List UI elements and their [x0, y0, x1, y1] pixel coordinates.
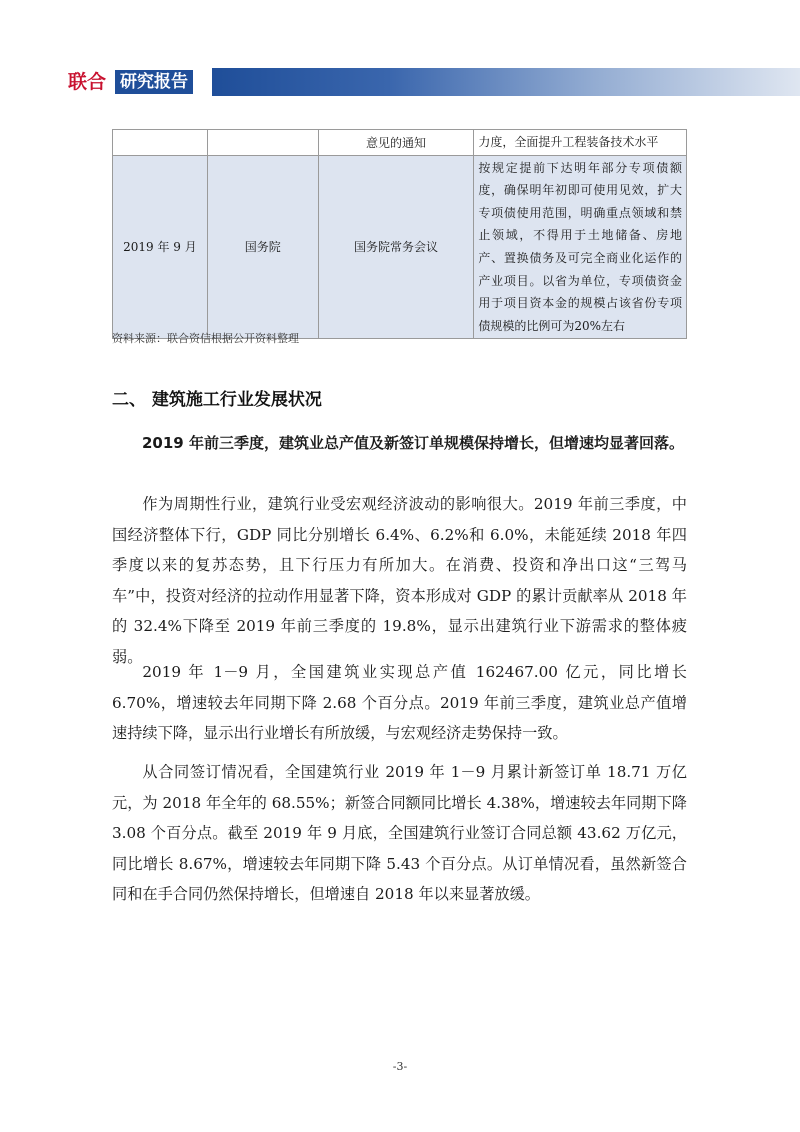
table-cell-document: 国务院常务会议 — [318, 155, 474, 339]
brand-name: 联合 — [68, 71, 107, 93]
policy-table — [112, 129, 687, 339]
table-cell-content: 按规定提前下达明年部分专项债额度，确保明年初即可使用见效，扩大专项债使用范围，明确重点领域和禁止领域，不得用于土地储备、房地产、置换债务及可完全商业化运作的产业项目。以省为单位，专项债资金用于项目资本金的规模占该省份专项债规模的比例可为20%左右 — [474, 155, 687, 339]
table-cell — [113, 130, 208, 156]
body-paragraph: 2019 年 1－9 月，全国建筑业实现总产值 162467.00 亿元，同比增长 6.70%，增速较去年同期下降 2.68 个百分点。2019 年前三季度，建筑业总产值增速持续下降，显示出行业增长有所放缓，与宏观经济走势保持一致。 — [112, 663, 687, 742]
lead-paragraph: 2019 年前三季度，建筑业总产值及新签订单规模保持增长，但增速均显著回落。 — [142, 434, 684, 452]
table-source-note: 资料来源：联合资信根据公开资料整理 — [112, 332, 299, 345]
report-type-label: 研究报告 — [115, 70, 193, 94]
table-cell-date: 2019 年 9 月 — [113, 155, 208, 339]
section-heading: 二、 建筑施工行业发展状况 — [112, 390, 322, 410]
table-cell-content: 力度，全面提升工程装备技术水平 — [474, 130, 687, 156]
body-paragraph: 作为周期性行业，建筑行业受宏观经济波动的影响很大。2019 年前三季度，中国经济整体下行，GDP 同比分别增长 6.4%、6.2%和 6.0%，未能延续 2018 年四季度以来的复苏态势，且下行压力有所加大。在消费、投资和净出口这“三驾马车”中，投资对经济的拉动作用显著下降，资本形成对 GDP 的累计贡献率从 2018 年的 32.4%下降至 2019 年前三季度的 19.8%，显示出建筑行业下游需求的整体疲弱。 — [112, 495, 687, 666]
header-band — [212, 68, 800, 96]
table-cell-org: 国务院 — [207, 155, 318, 339]
table-cell-document: 意见的通知 — [318, 130, 474, 156]
body-paragraph: 从合同签订情况看，全国建筑行业 2019 年 1－9 月累计新签订单 18.71 万亿元，为 2018 年全年的 68.55%；新签合同额同比增长 4.38%，增速较去年同期下降 3.08 个百分点。截至 2019 年 9 月底，全国建筑行业签订合同总额 43.62 万亿元，同比增长 8.67%，增速较去年同期下降 5.43 个百分点。从订单情况看，虽然新签合同和在手合同仍然保持增长，但增速自 2018 年以来显著放缓。 — [112, 763, 687, 903]
table-row — [113, 130, 687, 156]
table-row — [113, 155, 687, 339]
table-cell — [207, 130, 318, 156]
page-number: -3- — [392, 1060, 408, 1073]
report-header — [0, 68, 800, 96]
